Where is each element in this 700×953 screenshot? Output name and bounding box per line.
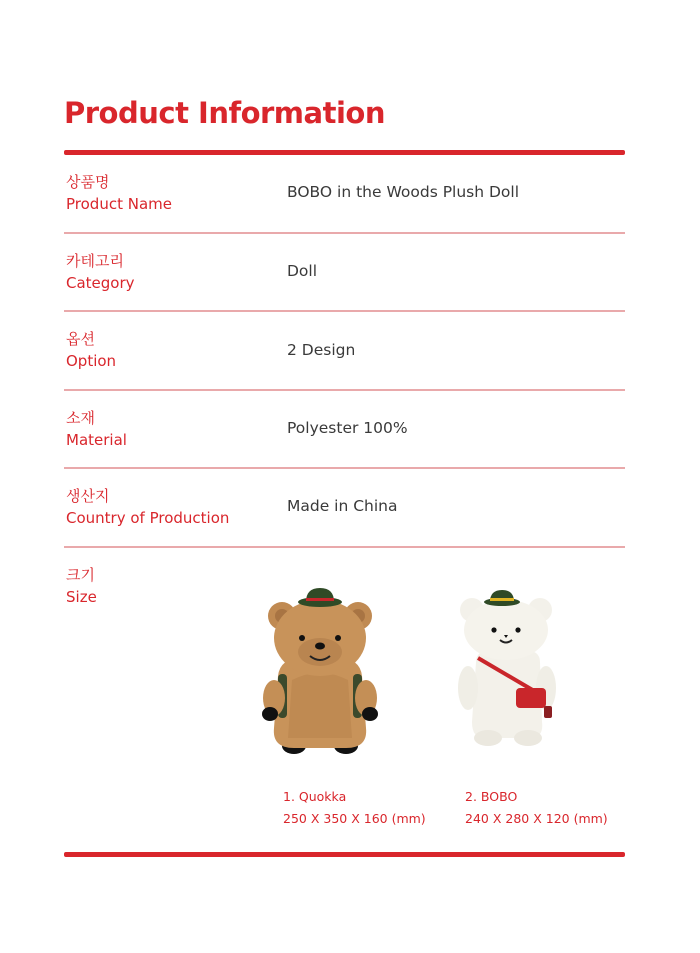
- row-divider: [64, 310, 625, 312]
- option-label: [66, 328, 116, 372]
- category-label: [66, 250, 135, 294]
- label-english: Country of Production: [66, 509, 230, 527]
- product-name-label: [66, 171, 172, 215]
- label-korean: 카테고리: [66, 252, 124, 270]
- label-korean: 소재: [66, 409, 95, 427]
- row-divider: [64, 389, 625, 391]
- top-divider: [64, 150, 625, 155]
- bobo-caption: [465, 786, 608, 830]
- label-english: Category: [66, 274, 135, 292]
- quokka-name: 1. Quokka: [283, 789, 347, 804]
- country-label: [66, 485, 229, 529]
- quokka-caption: [283, 786, 426, 830]
- label-korean: 옵션: [66, 330, 95, 348]
- label-korean: 크기: [66, 566, 95, 584]
- option-value: 2 Design: [287, 341, 356, 359]
- page-title: Product Information: [64, 96, 385, 130]
- size-label: [66, 564, 97, 608]
- label-english: Size: [66, 588, 97, 606]
- label-english: Material: [66, 431, 127, 449]
- category-value: Doll: [287, 262, 318, 280]
- bobo-dimensions: 240 X 280 X 120 (mm): [465, 811, 608, 826]
- row-divider: [64, 546, 625, 548]
- bobo-plush-image: [452, 588, 562, 750]
- material-value: Polyester 100%: [287, 419, 408, 437]
- label-korean: 생산지: [66, 487, 110, 505]
- quokka-dimensions: 250 X 350 X 160 (mm): [283, 811, 426, 826]
- row-divider: [64, 467, 625, 469]
- material-label: [66, 407, 127, 451]
- country-value: Made in China: [287, 497, 398, 515]
- label-korean: 상품명: [66, 173, 110, 191]
- quokka-plush-image: [250, 588, 390, 763]
- product-name-value: BOBO in the Woods Plush Doll: [287, 183, 520, 201]
- bobo-name: 2. BOBO: [465, 789, 518, 804]
- label-english: Option: [66, 352, 117, 370]
- label-english: Product Name: [66, 195, 172, 213]
- row-divider: [64, 232, 625, 234]
- bottom-divider: [64, 852, 625, 857]
